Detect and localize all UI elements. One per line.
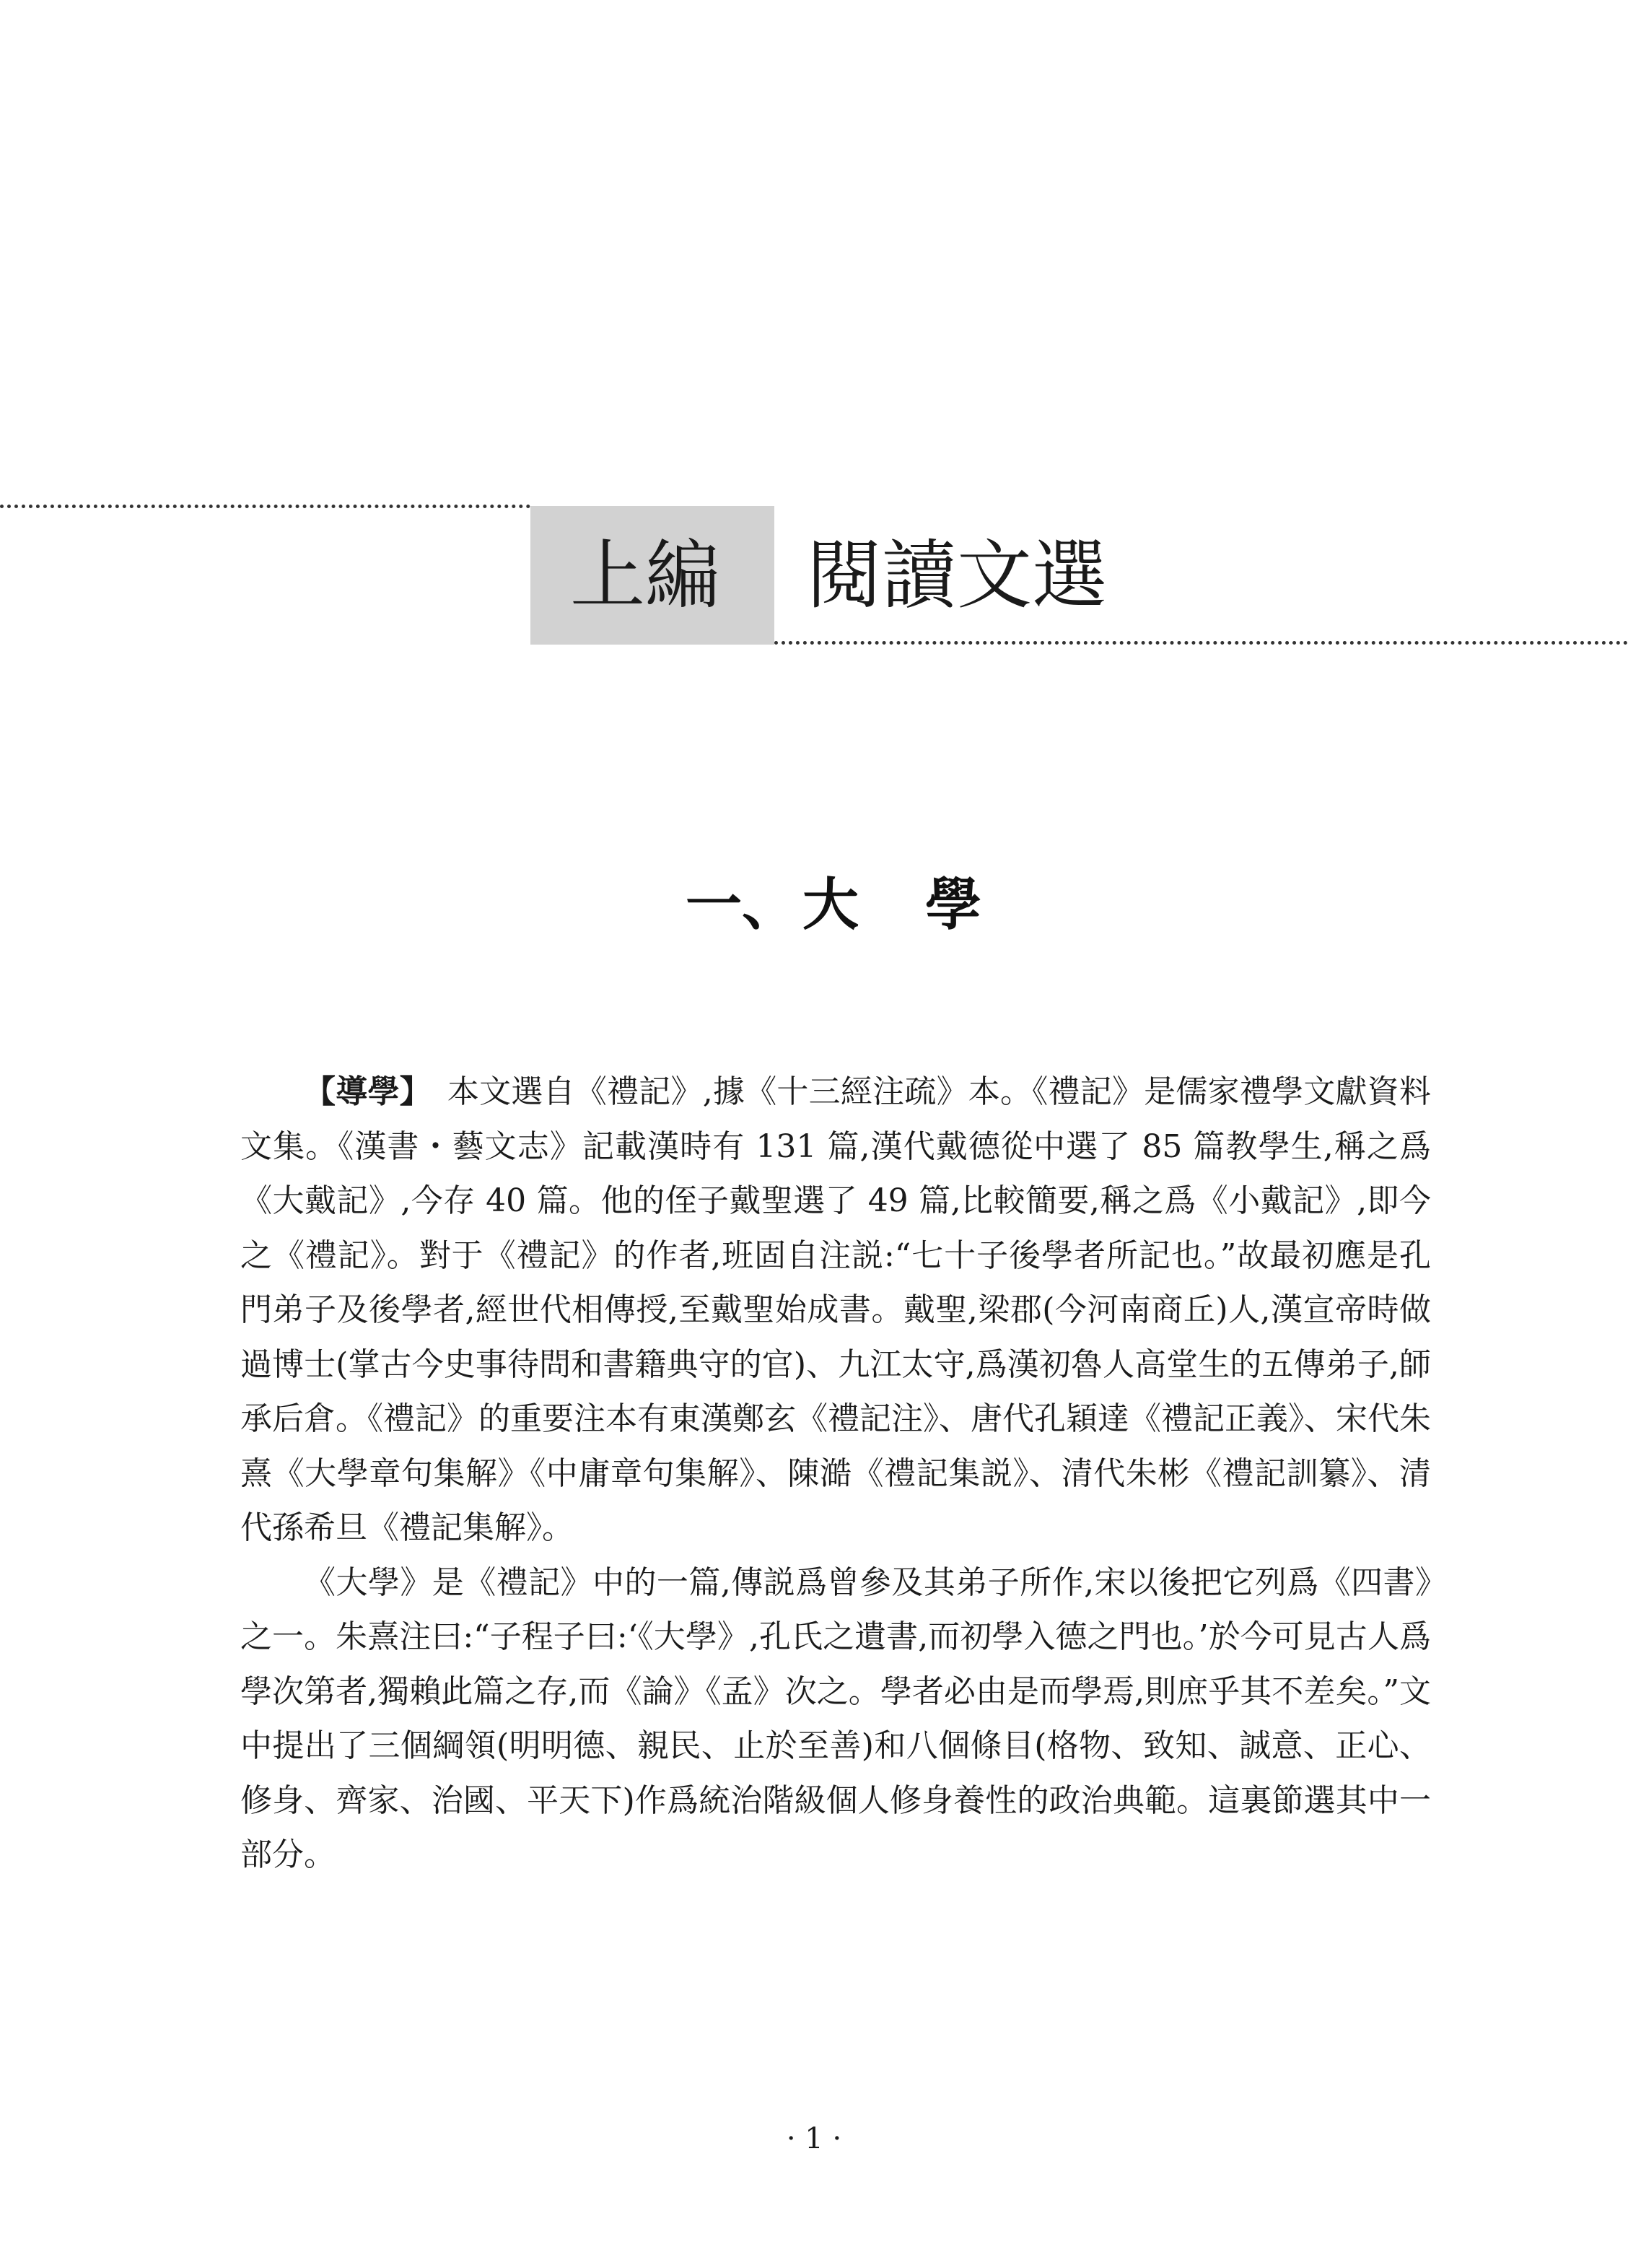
intro-paragraph-1 [240,1065,1431,1556]
intro-paragraph-1-text: 本文選自《禮記》,據《十三經注疏》本。《禮記》是儒家禮學文獻資料文集。《漢書・藝文志》記載漢時有 131 篇,漢代戴德從中選了 85 篇教學生,稱之爲《大戴記》,今存 40 篇。他的侄子戴聖選了 49 篇,比較簡要,稱之爲《小戴記》,即今之《禮記》。對于《禮記》的作者,班固自注説:“七十子後學者所記也。”故最初應是孔門弟子及後學者,經世代相傳授,至戴聖始成書。戴聖,梁郡(今河南商丘)人,漢宣帝時做過博士(掌古今史事待問和書籍典守的官)、九江太守,爲漢初魯人高堂生的五傳弟子,師承后倉。《禮記》的重要注本有東漢鄭玄《禮記注》、唐代孔穎達《禮記正義》、宋代朱熹《大學章句集解》《中庸章句集解》、陳澔《禮記集説》、清代朱彬《禮記訓纂》、清代孫希旦《禮記集解》。 [240,1073,1432,1546]
part-title: 閱讀文選 [807,531,1108,619]
chapter-number: 一、 [686,872,799,938]
page-number: · 1 · [786,2122,842,2155]
dotted-rule-left [0,505,530,508]
dotted-rule-right [774,641,1628,645]
intro-paragraph-2: 《大學》是《禮記》中的一篇,傳説爲曾參及其弟子所作,宋以後把它列爲《四書》之一。朱熹注曰:“子程子曰:‘《大學》,孔氏之遺書,而初學入德之門也。’於今可見古人爲學次第者,獨賴此篇之存,而《論》《孟》次之。學者必由是而學焉,則庶乎其不差矣。”文中提出了三個綱領(明明德、親民、止於至善)和八個條目(格物、致知、誠意、正心、修身、齊家、治國、平天下)作爲統治階級個人修身養性的政治典範。這裏節選其中一部分。 [240,1563,1431,1873]
intro-label: 【導學】 [304,1073,432,1110]
chapter-title-char-1: 大 [802,872,859,938]
chapter-title-char-2: 學 [925,872,982,938]
intro-section [240,1065,1431,1883]
chapter-title [686,860,981,940]
part-label: 上編 [570,531,721,619]
